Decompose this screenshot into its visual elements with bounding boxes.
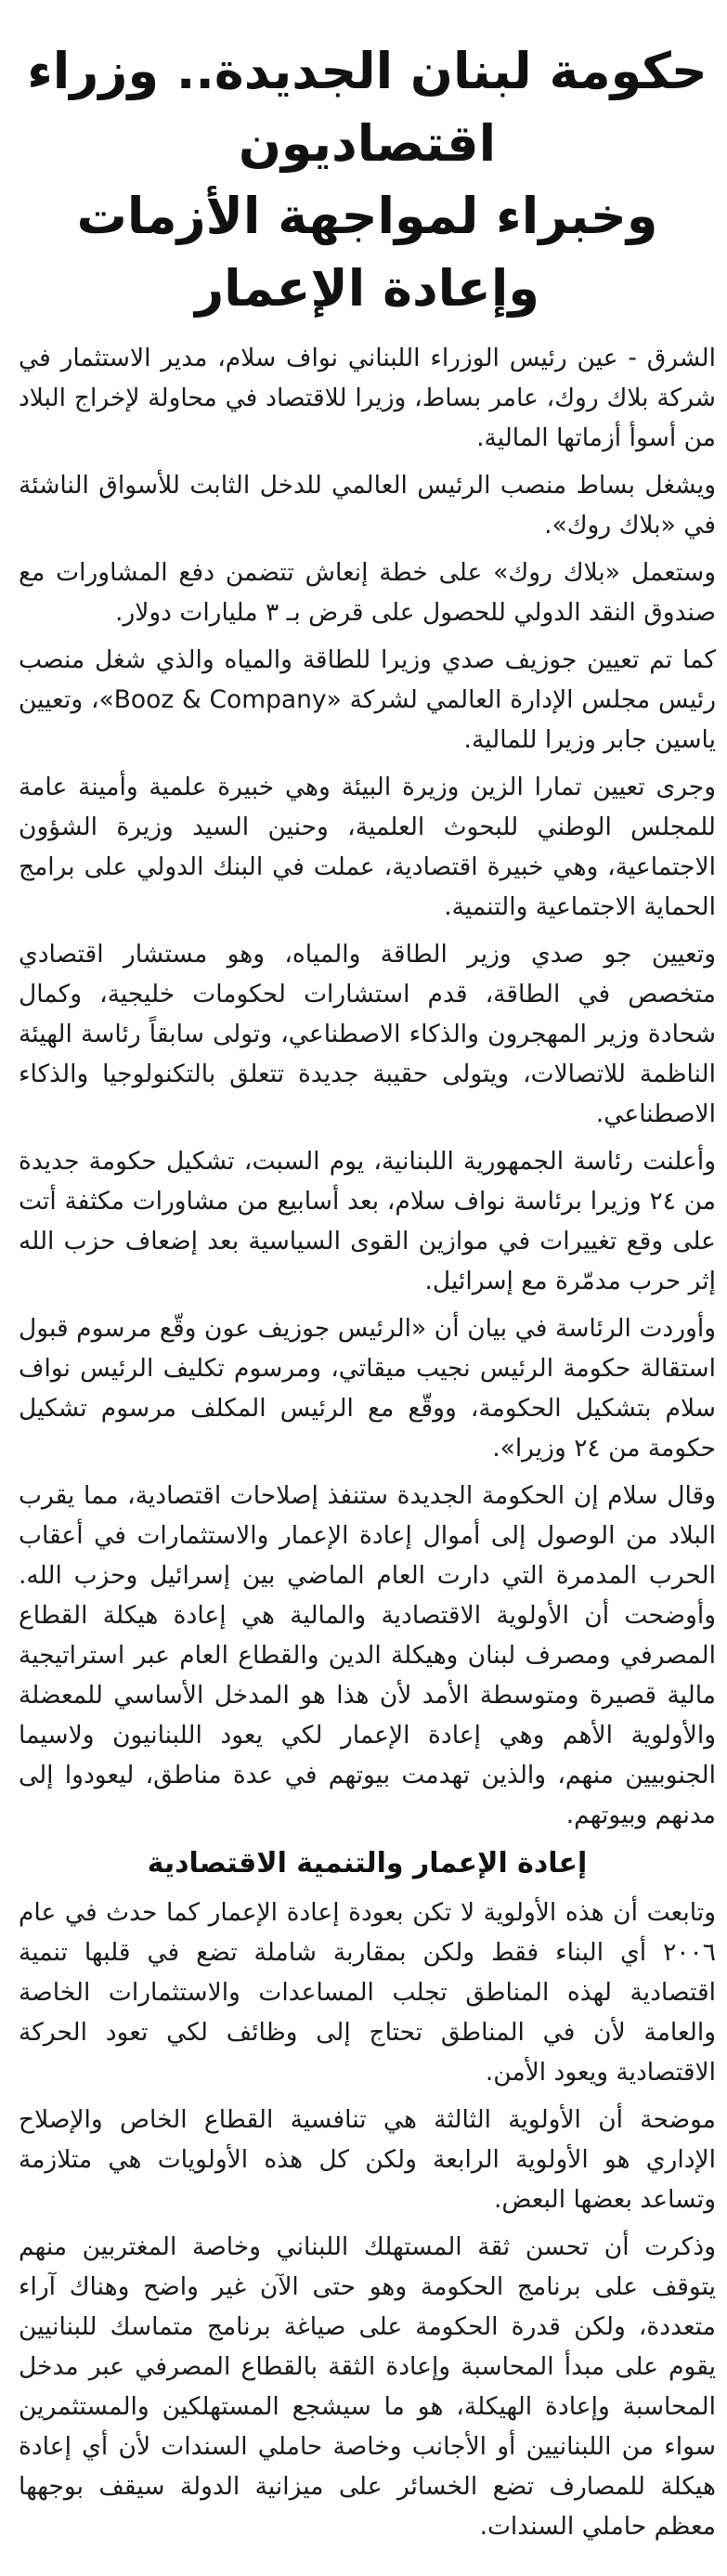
paragraph-10: وتابعت أن هذه الأولوية لا تكن بعودة إعادة الإعمار كما حدث في عام ٢٠٠٦ أي البناء فقط ولكن بمقاربة شاملة تضع في قلبها تنمية اقتصادية لهذه المناطق تجلب المساعدات والاستثمارات الخاصة والعامة لأن في المناطق تحتاج إلى وظائف لكي تعود الحركة الاقتصادية ويعود الأمن. xyxy=(19,1898,716,2087)
paragraph-2: ويشغل بساط منصب الرئيس العالمي للدخل الثابت للأسواق الناشئة في «بلاك روك». xyxy=(19,471,716,540)
headline-line-2: وخبراء لمواجهة الأزمات وإعادة الإعمار xyxy=(76,187,658,318)
paragraph-6: وتعيين جو صدي وزير الطاقة والمياه، وهو مستشار اقتصادي متخصص في الطاقة، قدم استشارات لحكومات خليجية، وكمال شحادة وزير المهجرون والذكاء الاصطناعي، وتولى سابقاً رئاسة الهيئة الناظمة للاتصالات، ويتولى حقيبة جديدة تتعلق بالتكنولوجيا والذكاء الاصطناعي. xyxy=(19,940,716,1128)
section-subheading: إعادة الإعمار والتنمية الاقتصادية xyxy=(147,1847,588,1880)
article-headline xyxy=(19,35,716,325)
paragraph-11: موضحة أن الأولوية الثالثة هي تنافسية القطاع الخاص والإصلاح الإداري هو الأولوية الرابعة ولكن كل هذه الأولويات هي متلازمة وتساعد بعضها البعض. xyxy=(19,2105,716,2214)
paragraph-1: الشرق - عين رئيس الوزراء اللبناني نواف سلام، مدير الاستثمار في شركة بلاك روك، عامر بساط، وزيرا للاقتصاد في محاولة لإخراج البلاد من أسوأ أزماتها المالية. xyxy=(19,344,716,452)
paragraph-5: وجرى تعيين تمارا الزين وزيرة البيئة وهي خبيرة علمية وأمينة عامة للمجلس الوطني للبحوث العلمية، وحنين السيد وزيرة الشؤون الاجتماعية، وهي خبيرة اقتصادية، عملت في البنك الدولي على برامج الحماية الاجتماعية والتنمية. xyxy=(19,773,716,921)
paragraph-12: وذكرت أن تحسن ثقة المستهلك اللبناني وخاصة المغتربين منهم يتوقف على برنامج الحكومة وهو حتى الآن غير واضح وهناك آراء متعددة، ولكن قدرة الحكومة على صياغة برنامج متماسك للبنانيين يقوم على مبدأ المحاسبة وإعادة الثقة بالقطاع المصرفي عبر مدخل المحاسبة وإعادة الهيكلة، هو ما سيشجع المستهلكين والمستثمرين سواء من اللبنانيين أو الأجانب وخاصة حاملي السندات لأن أي إعادة هيكلة للمصارف تضع الخسائر على ميزانية الدولة سيقف بوجهها معظم حاملي السندات. xyxy=(19,2232,716,2541)
paragraph-9: وقال سلام إن الحكومة الجديدة ستنفذ إصلاحات اقتصادية، مما يقرب البلاد من الوصول إلى أموال إعادة الإعمار والاستثمارات في أعقاب الحرب المدمرة التي دارت العام الماضي بين إسرائيل وحزب الله. وأوضحت أن الأولوية الاقتصادية والمالية هي إعادة هيكلة القطاع المصرفي ومصرف لبنان وهيكلة الدين والقطاع العام عبر استراتيجية مالية قصيرة ومتوسطة الأمد لأن هذا هو المدخل الأساسي للمعضلة والأولوية الأهم وهي إعادة الإعمار لكي يعود اللبنانيون ولاسيما الجنوبيين منهم، والذين تهدمت بيوتهم في عدة مناطق، ليعودوا إلى مدنهم وبيوتهم. xyxy=(19,1481,716,1829)
headline-line-1: حكومة لبنان الجديدة.. وزراء اقتصاديون xyxy=(27,42,708,173)
paragraph-4: كما تم تعيين جوزيف صدي وزيرا للطاقة والمياه والذي شغل منصب رئيس مجلس الإدارة العالمي لشركة «Booz & Company»، وتعيين ياسين جابر وزيرا للمالية. xyxy=(19,645,716,754)
article-body xyxy=(19,338,716,2546)
paragraph-3: وستعمل «بلاك روك» على خطة إنعاش تتضمن دفع المشاورات مع صندوق النقد الدولي للحصول على قرض بـ ٣ مليارات دولار. xyxy=(19,558,716,627)
paragraph-8: وأوردت الرئاسة في بيان أن «الرئيس جوزيف عون وقّع مرسوم قبول استقالة حكومة الرئيس نجيب ميقاتي، ومرسوم تكليف الرئيس نواف سلام بتشكيل الحكومة، ووقّع مع الرئيس المكلف مرسوم تشكيل حكومة من ٢٤ وزيرا». xyxy=(19,1314,716,1463)
paragraph-7: وأعلنت رئاسة الجمهورية اللبنانية، يوم السبت، تشكيل حكومة جديدة من ٢٤ وزيرا برئاسة نواف سلام، بعد أسابيع من مشاورات مكثفة أتت على وقع تغييرات في موازين القوى السياسية بعد إضعاف حزب الله إثر حرب مدمّرة مع إسرائيل. xyxy=(19,1147,716,1295)
